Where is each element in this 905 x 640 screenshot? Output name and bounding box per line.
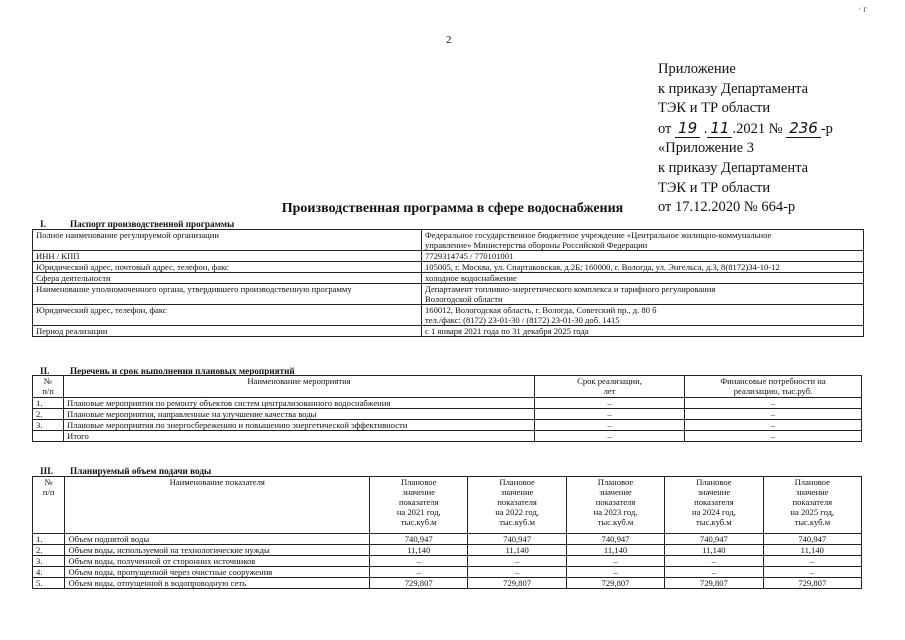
header-text: значение <box>697 487 731 497</box>
year-header-cell <box>566 477 664 534</box>
measure-finance: – <box>685 420 862 431</box>
header-cell <box>685 376 862 398</box>
appendix-line: от 17.12.2020 № 664-р <box>658 199 796 216</box>
passport-value <box>422 262 864 273</box>
header-text: значение <box>402 487 436 497</box>
passport-label: Период реализации <box>33 326 422 337</box>
passport-value <box>422 305 864 326</box>
indicator-value: – <box>566 567 664 578</box>
volume-row <box>33 567 862 578</box>
measures-table <box>32 375 862 442</box>
handwritten-day: 19 <box>675 119 700 138</box>
indicator-value: 729,807 <box>665 578 763 589</box>
year-header-cell <box>468 477 566 534</box>
row-number: 3. <box>33 556 65 567</box>
passport-value <box>422 284 864 305</box>
passport-row <box>33 305 864 326</box>
handwritten-order-number: 236 <box>786 119 821 138</box>
indicator-value: 740,947 <box>370 534 468 545</box>
indicator-value: 740,947 <box>566 534 664 545</box>
value-line: 7729314745 / 770101001 <box>425 251 514 261</box>
indicator-value: 740,947 <box>665 534 763 545</box>
passport-label: Юридический адрес, телефон, факс <box>33 305 422 326</box>
row-number: 4. <box>33 567 65 578</box>
value-line: 160012, Вологодская область, г. Вологда, Советский пр., д. 80 б <box>425 305 657 315</box>
indicator-value: 729,807 <box>468 578 566 589</box>
header-text: тыс.куб.м <box>400 517 437 527</box>
appendix-line: к приказу Департамента <box>658 159 809 176</box>
measure-name: Итого <box>64 431 535 442</box>
passport-label: Юридический адрес, почтовый адрес, телефон, факс <box>33 262 422 273</box>
table-header-row <box>33 477 862 534</box>
appendix-line: ТЭК и ТР области <box>658 179 771 196</box>
header-text: показателя <box>792 497 833 507</box>
indicator-value: 729,807 <box>566 578 664 589</box>
measure-row <box>33 398 862 409</box>
header-cell <box>33 376 64 398</box>
appendix-date-line <box>658 119 833 140</box>
indicator-value: 729,807 <box>763 578 861 589</box>
volume-row <box>33 556 862 567</box>
measure-name: Плановые мероприятия по энергосбережению и повышению энергетической эффективности <box>64 420 535 431</box>
appendix-line: к приказу Департамента <box>658 80 809 97</box>
indicator-value: – <box>763 556 861 567</box>
header-text: тыс.куб.м <box>794 517 831 527</box>
header-text: показателя <box>694 497 734 507</box>
header-text: лет <box>603 386 616 396</box>
header-text: на 2021 год, <box>396 507 441 517</box>
header-text: п/п <box>42 487 55 497</box>
value-line: Вологодской области <box>425 294 503 304</box>
header-cell <box>33 477 65 534</box>
measure-term: – <box>535 398 685 409</box>
section-title: Паспорт производственной программы <box>70 219 235 229</box>
passport-table <box>32 229 864 337</box>
year-header-cell <box>763 477 861 534</box>
indicator-value: – <box>468 567 566 578</box>
passport-row <box>33 284 864 305</box>
header-text: значение <box>500 487 534 497</box>
measure-finance: – <box>685 431 862 442</box>
row-number: 5. <box>33 578 65 589</box>
date-dot: . <box>700 120 708 137</box>
section-heading-1 <box>40 219 234 229</box>
volume-row <box>33 545 862 556</box>
indicator-value: 11,140 <box>665 545 763 556</box>
measure-row <box>33 431 862 442</box>
measure-term: – <box>535 409 685 420</box>
header-text: № <box>43 376 53 386</box>
header-text: № <box>44 477 53 487</box>
section-title: Перечень и срок выполнения плановых мероприятий <box>70 366 295 376</box>
header-text: Плановое <box>499 477 535 487</box>
volume-row <box>33 534 862 545</box>
indicator-value: 11,140 <box>468 545 566 556</box>
row-number: 2. <box>33 409 64 420</box>
indicator-value: – <box>566 556 664 567</box>
indicator-value: 11,140 <box>370 545 468 556</box>
indicator-name: Объем воды, пропущенной через очистные сооружения <box>65 567 370 578</box>
indicator-value: – <box>370 556 468 567</box>
measure-name: Плановые мероприятия по ремонту объектов систем централизованного водоснабжения <box>64 398 535 409</box>
indicator-value: – <box>665 556 763 567</box>
row-number <box>33 431 64 442</box>
indicator-value: 11,140 <box>566 545 664 556</box>
year-header-cell <box>665 477 763 534</box>
measure-finance: – <box>685 398 862 409</box>
section-heading-3 <box>40 466 211 476</box>
indicator-value: 740,947 <box>763 534 861 545</box>
header-text: показателя <box>398 497 439 507</box>
date-year: .2021 № <box>732 120 787 137</box>
measure-term: – <box>535 431 685 442</box>
header-text: реализацию, тыс.руб. <box>733 386 813 396</box>
appendix-line: «Приложение 3 <box>658 140 754 157</box>
value-line: холодное водоснабжение <box>425 273 517 283</box>
row-number: 3. <box>33 420 64 431</box>
header-text: на 2025 год, <box>790 507 835 517</box>
value-line: Департамент топливно-энергетического комплекса и тарифного регулирования <box>425 284 716 294</box>
indicator-name: Объем воды, отпущенной в водопроводную сеть <box>65 578 370 589</box>
indicator-name: Объем воды, используемой на технологические нужды <box>65 545 370 556</box>
corner-mark: · г <box>858 4 867 14</box>
page-number: 2 <box>446 34 452 46</box>
header-text: показателя <box>497 497 537 507</box>
row-number: 2. <box>33 545 65 556</box>
value-line: Федеральное государственное бюджетное учреждение «Центральное жилищно-коммунальное <box>425 230 772 240</box>
measure-row <box>33 409 862 420</box>
header-text: Наименование мероприятия <box>247 376 351 386</box>
passport-row <box>33 230 864 251</box>
date-prefix: от <box>658 120 676 137</box>
passport-value <box>422 326 864 337</box>
passport-value <box>422 273 864 284</box>
value-line: 105005, г. Москва, ул. Спартаковская, д.2Б; 160000, г. Вологда, ул. Энгельса, д.3, 8(8172)34-10-12 <box>425 262 780 272</box>
passport-label: Сфера деятельности <box>33 273 422 284</box>
header-text: значение <box>795 487 829 497</box>
value-line: с 1 января 2021 года по 31 декабря 2025 года <box>425 326 589 336</box>
passport-value <box>422 230 864 251</box>
indicator-value: – <box>370 567 468 578</box>
passport-row <box>33 273 864 284</box>
header-text: Финансовые потребности на <box>720 376 826 386</box>
header-text: тыс.куб.м <box>597 517 634 527</box>
header-text: значение <box>599 487 632 497</box>
header-text: Плановое <box>794 477 830 487</box>
header-text: Плановое <box>597 477 634 487</box>
row-number: 1. <box>33 398 64 409</box>
row-number: 1. <box>33 534 65 545</box>
section-number: II. <box>40 366 50 376</box>
indicator-value: – <box>468 556 566 567</box>
header-text: на 2022 год, <box>495 507 539 517</box>
passport-row <box>33 262 864 273</box>
section-title: Планируемый объем подачи воды <box>70 466 212 476</box>
header-cell <box>64 376 535 398</box>
indicator-name: Объем поднятой воды <box>65 534 370 545</box>
measure-name: Плановые мероприятия, направленные на улучшение качества воды <box>64 409 535 420</box>
indicator-value: – <box>763 567 861 578</box>
header-text: тыс.куб.м <box>499 517 535 527</box>
water-volume-table <box>32 476 862 589</box>
header-text: Плановое <box>696 477 732 487</box>
value-line: управление» Министерства обороны Российской Федерации <box>425 240 648 250</box>
value-line: тел./факс: (8172) 23-01-30 / (8172) 23-01-30 доб. 1415 <box>425 315 620 325</box>
section-number: I. <box>40 219 46 229</box>
measure-finance: – <box>685 409 862 420</box>
passport-row <box>33 251 864 262</box>
header-text: Плановое <box>401 477 437 487</box>
appendix-header <box>658 60 833 218</box>
indicator-value: 740,947 <box>468 534 566 545</box>
header-text: п/п <box>42 386 54 396</box>
handwritten-month: 11 <box>707 119 732 138</box>
document-title: Производственная программа в сфере водоснабжения <box>281 201 624 216</box>
measure-term: – <box>535 420 685 431</box>
passport-label: Полное наименование регулируемой организации <box>33 230 422 251</box>
header-cell: Наименование показателя <box>65 477 370 534</box>
header-text: на 2023 год, <box>593 507 638 517</box>
appendix-line: ТЭК и ТР области <box>658 100 771 117</box>
indicator-value: – <box>665 567 763 578</box>
volume-row <box>33 578 862 589</box>
passport-value <box>422 251 864 262</box>
indicator-name: Объем воды, полученной от сторонних источников <box>65 556 370 567</box>
header-cell <box>535 376 685 398</box>
section-number: III. <box>40 466 54 476</box>
indicator-value: 11,140 <box>763 545 861 556</box>
table-header-row <box>33 376 862 398</box>
indicator-value: 729,807 <box>370 578 468 589</box>
header-text: Срок реализации, <box>577 376 642 386</box>
header-text: тыс.куб.м <box>696 517 732 527</box>
passport-label: Наименование уполномоченного органа, утвердившего производственную программу <box>33 284 422 305</box>
passport-row <box>33 326 864 337</box>
passport-label: ИНН / КПП <box>33 251 422 262</box>
year-header-cell <box>370 477 468 534</box>
header-text: на 2024 год, <box>692 507 736 517</box>
appendix-line: Приложение <box>658 61 736 77</box>
header-text: показателя <box>595 497 636 507</box>
order-suffix: -р <box>820 120 833 137</box>
measure-row <box>33 420 862 431</box>
